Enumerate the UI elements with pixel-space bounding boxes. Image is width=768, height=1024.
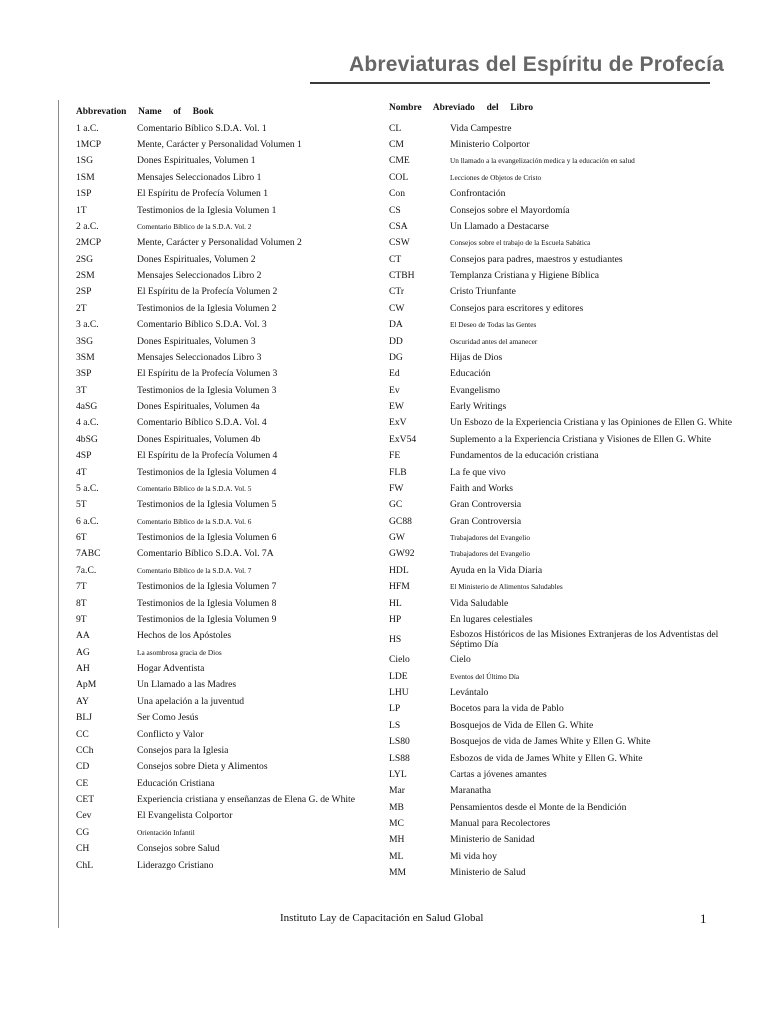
abbreviation-code: MC [389, 818, 404, 830]
abbreviation-code: EW [389, 401, 404, 413]
abbreviation-code: CS [389, 204, 401, 216]
book-name: Comentario Bíblico de la S.D.A. Vol. 2 [137, 221, 252, 231]
abbreviation-code: CSA [389, 220, 408, 232]
abbreviation-code: CTr [389, 286, 405, 298]
abbreviation-code: CSW [389, 237, 410, 249]
book-name: Consejos para padres, maestros y estudiantes [450, 253, 623, 265]
abbreviation-row [76, 562, 376, 578]
abbreviation-row [76, 693, 376, 709]
book-name: Eventos del Último Día [450, 671, 520, 681]
book-name: Ayuda en la Vida Diaria [450, 564, 543, 576]
abbreviation-row [389, 848, 729, 864]
book-name: Consejos sobre Dieta y Alimentos [137, 761, 268, 773]
abbreviation-code: CET [76, 794, 95, 806]
abbreviation-code: MH [389, 834, 405, 846]
book-name: Educación [450, 368, 491, 380]
abbreviation-code: CT [389, 253, 402, 265]
abbreviation-row [389, 799, 729, 815]
book-name: Comentario Bíblico S.D.A. Vol. 3 [137, 319, 267, 331]
abbreviation-code: 1SM [76, 171, 95, 183]
abbreviation-code: FLB [389, 466, 407, 478]
abbreviation-row [76, 464, 376, 480]
abbreviation-row [76, 284, 376, 300]
book-name: Comentario Bíblico de la S.D.A. Vol. 5 [137, 483, 252, 493]
book-name: Bocetos para la vida de Pablo [450, 703, 564, 715]
abbreviation-row [389, 529, 729, 545]
book-name: Testimonios de la Iglesia Volumen 7 [137, 581, 277, 593]
abbreviation-row [389, 734, 729, 750]
abbreviation-row [389, 611, 729, 627]
abbreviation-row [389, 415, 732, 431]
book-name: Dones Espirituales, Volumen 3 [137, 335, 256, 347]
abbreviation-code: LHU [389, 687, 409, 699]
abbreviation-code: LS88 [389, 752, 410, 764]
abbreviation-code: 9T [76, 613, 87, 625]
abbreviation-row [76, 726, 376, 742]
abbreviation-row [389, 717, 729, 733]
book-name: Esbozos Históricos de las Misiones Extranjeras de los Adventistas del Séptimo Día [450, 628, 719, 650]
abbreviation-code: 2T [76, 302, 87, 314]
abbreviation-row [76, 775, 376, 791]
abbreviation-code: 4aSG [76, 401, 98, 413]
abbreviation-code: 1SP [76, 188, 92, 200]
abbreviation-code: CC [76, 728, 89, 740]
abbreviation-row [76, 529, 376, 545]
book-name: Gran Controversia [450, 515, 522, 527]
book-name: Fundamentos de la educación cristiana [450, 450, 599, 462]
page-left-rule [58, 100, 59, 928]
book-name: Confrontación [450, 188, 506, 200]
abbreviation-code: 3T [76, 384, 87, 396]
book-name: La asombrosa gracia de Dios [137, 647, 222, 657]
abbreviation-row [76, 791, 376, 807]
page-title: Abreviaturas del Espíritu de Profecía [348, 53, 724, 76]
book-name: Una apelación a la juventud [137, 695, 245, 707]
abbreviation-row [76, 186, 376, 202]
abbreviation-row [76, 153, 376, 169]
book-name: Educación Cristiana [137, 777, 215, 789]
abbreviation-code: HDL [389, 564, 409, 576]
abbreviation-row [76, 660, 376, 676]
book-name: Mente, Carácter y Personalidad Volumen 2 [137, 237, 302, 249]
abbreviation-code: CG [76, 826, 90, 838]
abbreviation-code: ChL [76, 859, 94, 871]
abbreviation-code: ApM [76, 679, 97, 691]
abbreviation-code: 6T [76, 532, 87, 544]
abbreviation-row [76, 398, 376, 414]
abbreviation-code: LDE [389, 670, 408, 682]
book-name: Testimonios de la Iglesia Volumen 8 [137, 597, 277, 609]
abbreviation-code: Ed [389, 368, 400, 380]
book-name: Vida Saludable [450, 597, 509, 609]
abbreviation-code: ExV54 [389, 433, 417, 445]
abbreviation-code: 3SM [76, 351, 95, 363]
book-name: Conflicto y Valor [137, 728, 204, 740]
abbreviation-row [76, 349, 376, 365]
abbreviation-code: DD [389, 335, 403, 347]
abbreviation-row [76, 251, 376, 267]
abbreviation-row [389, 136, 729, 152]
abbreviation-row [389, 431, 729, 447]
abbreviation-code: GC [389, 499, 403, 511]
book-name: El Espíritu de la Profecía Volumen 2 [137, 286, 278, 298]
abbreviation-code: 4 a.C. [76, 417, 99, 429]
book-name: Ministerio Colportor [450, 139, 530, 151]
abbreviation-row [389, 815, 729, 831]
abbreviation-code: ExV [389, 417, 407, 429]
abbreviation-row [76, 628, 376, 644]
abbreviation-row [76, 120, 376, 136]
abbreviation-code: ML [389, 850, 404, 862]
abbreviation-code: CE [76, 777, 89, 789]
abbreviation-row [389, 668, 729, 684]
abbreviation-row [76, 317, 376, 333]
book-name: Testimonios de la Iglesia Volumen 9 [137, 613, 277, 625]
book-name: El Evangelista Colportor [137, 810, 233, 822]
abbreviation-row [389, 497, 729, 513]
abbreviation-row [389, 398, 729, 414]
book-name: Un Esbozo de la Experiencia Cristiana y las Opiniones de Ellen G. White [450, 417, 732, 429]
left-rows [76, 120, 376, 873]
book-name: El Espíritu de Profecía Volumen 1 [137, 188, 269, 200]
abbreviation-code: GW [389, 532, 405, 544]
abbreviation-row [76, 824, 376, 840]
abbreviation-code: AY [76, 695, 89, 707]
abbreviation-row [389, 750, 729, 766]
abbreviation-code: CM [389, 139, 404, 151]
abbreviation-row [389, 153, 729, 169]
book-name: Comentario Bíblico de la S.D.A. Vol. 6 [137, 516, 252, 526]
right-abbreviation-column [389, 100, 732, 881]
book-name: Mensajes Seleccionados Libro 2 [137, 270, 262, 282]
book-name: Cielo [450, 654, 471, 666]
book-name: Consejos sobre Salud [137, 843, 220, 855]
abbreviation-row [76, 595, 376, 611]
abbreviation-code: Cev [76, 810, 92, 822]
abbreviation-row [389, 480, 729, 496]
abbreviation-code: 1 a.C. [76, 122, 99, 134]
abbreviation-row [389, 832, 729, 848]
abbreviation-row [76, 333, 376, 349]
abbreviation-code: DA [389, 319, 403, 331]
book-name: Cartas a jóvenes amantes [450, 768, 547, 780]
abbreviation-row [76, 644, 376, 660]
abbreviation-code: 5T [76, 499, 87, 511]
abbreviation-code: 4SP [76, 450, 92, 462]
abbreviation-code: 4bSG [76, 433, 98, 445]
book-name: Mensajes Seleccionados Libro 1 [137, 171, 262, 183]
abbreviation-row [389, 628, 729, 652]
abbreviation-row [76, 497, 376, 513]
book-name: Ministerio de Sanidad [450, 834, 535, 846]
abbreviation-row [389, 349, 729, 365]
abbreviation-code: 7T [76, 581, 87, 593]
abbreviation-code: HS [389, 634, 402, 646]
abbreviation-row [389, 186, 729, 202]
abbreviation-code: 6 a.C. [76, 515, 99, 527]
abbreviation-row [76, 415, 376, 431]
book-name: Testimonios de la Iglesia Volumen 3 [137, 384, 277, 396]
book-name: Comentario Bíblico de la S.D.A. Vol. 7 [137, 565, 252, 575]
book-name: Faith and Works [450, 482, 514, 494]
abbreviation-row [389, 546, 729, 562]
book-name: Mente, Carácter y Personalidad Volumen 1 [137, 139, 302, 151]
book-name: Consejos para escritores y editores [450, 302, 584, 314]
abbreviation-code: LS [389, 719, 401, 731]
abbreviation-row [76, 267, 376, 283]
abbreviation-code: 5 a.C. [76, 482, 99, 494]
abbreviation-row [389, 579, 729, 595]
abbreviation-row [389, 701, 729, 717]
abbreviation-row [76, 169, 376, 185]
abbreviation-row [389, 120, 729, 136]
book-name: El Ministerio de Alimentos Saludables [450, 582, 563, 592]
abbreviation-row [76, 218, 376, 234]
book-name: Liderazgo Cristiano [137, 859, 214, 871]
abbreviation-code: Mar [389, 785, 405, 797]
book-name: Orientación Infantil [137, 827, 195, 837]
book-name: Testimonios de la Iglesia Volumen 5 [137, 499, 277, 511]
book-name: Un llamado a la evangelización medica y la educación en salud [450, 156, 635, 166]
abbreviation-row [389, 783, 729, 799]
abbreviation-row [76, 742, 376, 758]
abbreviation-row [76, 136, 376, 152]
footer-institution: Instituto Lay de Capacitación en Salud Global [280, 912, 484, 924]
abbreviation-row [389, 300, 729, 316]
book-name: Cristo Triunfante [450, 286, 516, 298]
book-name: Dones Espirituales, Volumen 4b [137, 433, 261, 445]
abbreviation-code: 1SG [76, 155, 94, 167]
book-name: Consejos para la Iglesia [137, 744, 229, 756]
book-name: La fe que vivo [450, 466, 506, 478]
page-number: 1 [700, 911, 707, 926]
abbreviation-code: DG [389, 351, 403, 363]
title-underline [310, 82, 710, 84]
abbreviation-code: LS80 [389, 736, 410, 748]
book-name: El Espíritu de la Profecía Volumen 3 [137, 368, 278, 380]
book-name: Comentario Bíblico S.D.A. Vol. 7A [137, 548, 274, 560]
abbreviation-code: CTBH [389, 270, 415, 282]
book-name: Testimonios de la Iglesia Volumen 4 [137, 466, 277, 478]
abbreviation-code: FW [389, 482, 404, 494]
book-name: Trabajadores del Evangelio [450, 533, 530, 543]
book-name: Suplemento a la Experiencia Cristiana y Visiones de Ellen G. White [450, 433, 711, 445]
book-name: Vida Campestre [450, 122, 512, 134]
book-name: En lugares celestiales [450, 613, 533, 625]
abbreviation-code: GW92 [389, 548, 415, 560]
abbreviation-row [76, 431, 376, 447]
abbreviation-code: AA [76, 630, 90, 642]
abbreviation-row [389, 218, 729, 234]
abbreviation-code: FE [389, 450, 401, 462]
abbreviation-code: 1T [76, 204, 87, 216]
right-rows [389, 120, 732, 881]
abbreviation-row [389, 684, 729, 700]
abbreviation-row [389, 333, 729, 349]
book-name: Early Writings [450, 401, 507, 413]
abbreviation-row [389, 595, 729, 611]
book-name: Testimonios de la Iglesia Volumen 1 [137, 204, 277, 216]
abbreviation-code: Cielo [389, 654, 410, 666]
book-name: Experiencia cristiana y enseñanzas de Elena G. de White [137, 794, 355, 806]
book-name: Comentario Bíblico S.D.A. Vol. 1 [137, 122, 267, 134]
abbreviation-row [389, 513, 729, 529]
book-name: Templanza Cristiana y Higiene Bíblica [450, 270, 600, 282]
abbreviation-row [389, 235, 729, 251]
book-name: Manual para Recolectores [450, 818, 551, 830]
abbreviation-row [389, 652, 729, 668]
book-name: Hijas de Dios [450, 351, 503, 363]
abbreviation-row [389, 317, 729, 333]
abbreviation-row [76, 710, 376, 726]
book-name: Dones Espirituales, Volumen 1 [137, 155, 256, 167]
abbreviation-row [76, 366, 376, 382]
book-name: Ser Como Jesús [137, 712, 199, 724]
abbreviation-code: 2SG [76, 253, 94, 265]
abbreviation-row [389, 464, 729, 480]
left-abbreviation-column [76, 104, 376, 873]
abbreviation-code: 7a.C. [76, 564, 97, 576]
abbreviation-code: LYL [389, 768, 407, 780]
book-name: Lecciones de Objetos de Cristo [450, 172, 542, 182]
book-name: Hechos de los Apóstoles [137, 630, 232, 642]
abbreviation-code: 3 a.C. [76, 319, 99, 331]
abbreviation-code: 1MCP [76, 139, 102, 151]
left-column-header: Abbrevation Name of Book [76, 107, 214, 117]
abbreviation-code: AH [76, 663, 90, 675]
book-name: Maranatha [450, 785, 492, 797]
abbreviation-code: AG [76, 646, 90, 658]
abbreviation-row [389, 448, 729, 464]
abbreviation-row [389, 251, 729, 267]
book-name: Mi vida hoy [450, 850, 497, 862]
abbreviation-code: GC88 [389, 515, 412, 527]
abbreviation-code: 3SP [76, 368, 92, 380]
abbreviation-row [389, 202, 729, 218]
abbreviation-code: HP [389, 613, 402, 625]
book-name: Bosquejos de Vida de Ellen G. White [450, 719, 594, 731]
abbreviation-code: Con [389, 188, 405, 200]
abbreviation-code: 8T [76, 597, 87, 609]
abbreviation-row [389, 267, 729, 283]
abbreviation-row [76, 546, 376, 562]
book-name: Oscuridad antes del amanecer [450, 336, 538, 346]
book-name: Trabajadores del Evangelio [450, 549, 530, 559]
abbreviation-row [76, 579, 376, 595]
abbreviation-row [76, 513, 376, 529]
abbreviation-row [76, 448, 376, 464]
abbreviation-code: CH [76, 843, 90, 855]
abbreviation-row [76, 759, 376, 775]
book-name: Hogar Adventista [137, 663, 205, 675]
book-name: Comentario Bíblico S.D.A. Vol. 4 [137, 417, 267, 429]
abbreviation-code: CME [389, 155, 410, 167]
abbreviation-code: 7ABC [76, 548, 101, 560]
abbreviation-code: CW [389, 302, 405, 314]
abbreviation-row [76, 382, 376, 398]
abbreviation-code: 4T [76, 466, 87, 478]
abbreviation-code: 2SM [76, 270, 95, 282]
book-name: Dones Espirituales, Volumen 2 [137, 253, 256, 265]
book-name: Testimonios de la Iglesia Volumen 6 [137, 532, 277, 544]
abbreviation-row [76, 235, 376, 251]
abbreviation-row [76, 300, 376, 316]
abbreviation-row [76, 857, 376, 873]
book-name: El Espíritu de la Profecía Volumen 4 [137, 450, 278, 462]
abbreviation-row [389, 169, 729, 185]
abbreviation-row [76, 677, 376, 693]
abbreviation-row [389, 562, 729, 578]
book-name: Dones Espirituales, Volumen 4a [137, 401, 260, 413]
abbreviation-row [76, 202, 376, 218]
abbreviation-code: HL [389, 597, 402, 609]
book-name: Un Llamado a Destacarse [450, 220, 549, 232]
abbreviation-code: 2MCP [76, 237, 102, 249]
abbreviation-row [76, 841, 376, 857]
abbreviation-code: COL [389, 171, 409, 183]
book-name: El Deseo de Todas las Gentes [450, 320, 537, 330]
abbreviation-row [76, 611, 376, 627]
abbreviation-code: CCh [76, 744, 94, 756]
book-name: Evangelismo [450, 384, 501, 396]
abbreviation-code: HFM [389, 581, 410, 593]
book-name: Gran Controversia [450, 499, 522, 511]
abbreviation-code: CL [389, 122, 402, 134]
book-name: Ministerio de Salud [450, 867, 526, 879]
book-name: Consejos sobre el trabajo de la Escuela Sabática [450, 238, 591, 248]
abbreviation-row [389, 284, 729, 300]
abbreviation-code: 3SG [76, 335, 94, 347]
book-name: Testimonios de la Iglesia Volumen 2 [137, 302, 277, 314]
abbreviation-code: 2SP [76, 286, 92, 298]
book-name: Bosquejos de vida de James White y Ellen G. White [450, 736, 651, 748]
abbreviation-row [76, 480, 376, 496]
book-name: Consejos sobre el Mayordomía [450, 204, 570, 216]
book-name: Levántalo [450, 687, 489, 699]
abbreviation-code: CD [76, 761, 90, 773]
book-name: Esbozos de vida de James White y Ellen G. White [450, 752, 643, 764]
book-name: Un Llamado a las Madres [137, 679, 237, 691]
abbreviation-code: MM [389, 867, 407, 879]
right-column-header: Nombre Abreviado del Libro [389, 103, 534, 113]
abbreviation-code: BLJ [76, 712, 92, 724]
abbreviation-code: 2 a.C. [76, 220, 99, 232]
abbreviation-code: MB [389, 801, 404, 813]
book-name: Pensamientos desde el Monte de la Bendición [450, 801, 627, 813]
abbreviation-row [389, 766, 729, 782]
abbreviation-row [389, 865, 729, 881]
abbreviation-code: LP [389, 703, 401, 715]
abbreviation-code: Ev [389, 384, 400, 396]
abbreviation-row [389, 382, 729, 398]
abbreviation-row [389, 366, 729, 382]
abbreviation-row [76, 808, 376, 824]
book-name: Mensajes Seleccionados Libro 3 [137, 351, 262, 363]
